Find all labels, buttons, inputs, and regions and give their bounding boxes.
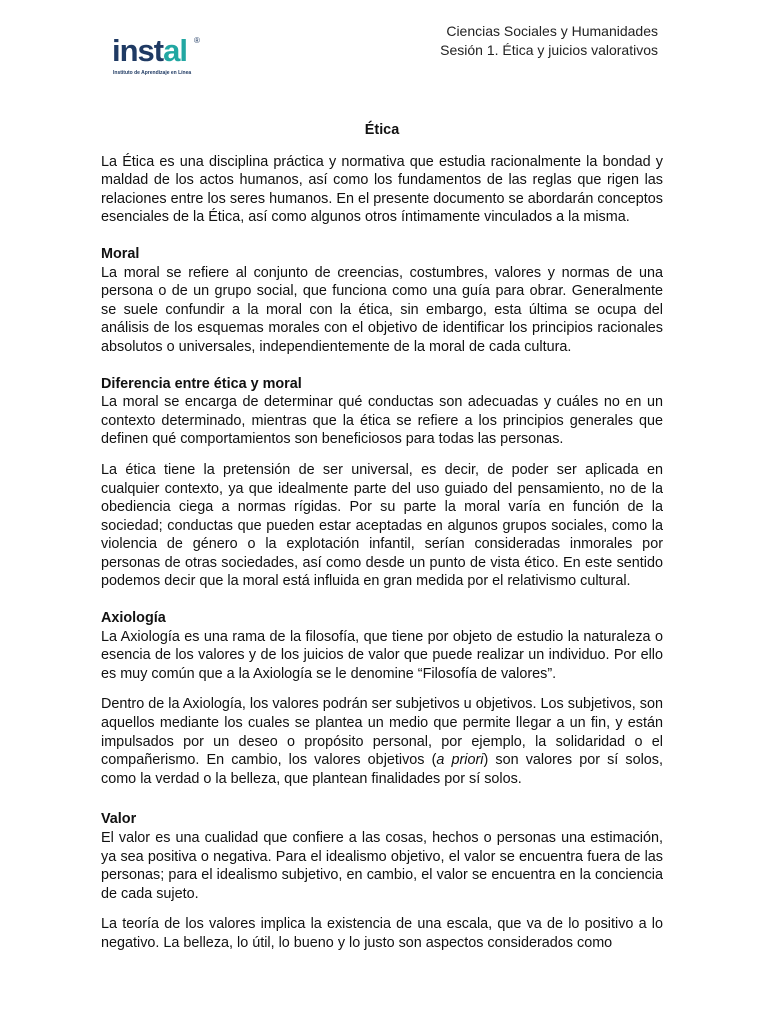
logo-word-accent: al — [163, 33, 187, 68]
axiologia-p2-text-2: ) son valores por sí solos, como la verdad o la belleza, que plantean finalidades por sí solos. — [101, 752, 664, 787]
heading-valor: Valor — [101, 811, 137, 828]
heading-moral: Moral — [101, 245, 140, 262]
axiologia-p2-text-1: Dentro de la Axiología, los valores podrán ser subjetivos u objetivos. Los subjetivos, son aquellos mediante los cuales se plantea un medio que permite llegar a un fin, y están impulsados por un deseo o propósito personal, por ejemplo, la solidaridad o el compañerismo. En cambio, los valores objetivos ( — [101, 696, 663, 769]
intro-paragraph: La Ética es una disciplina práctica y normativa que estudia racionalmente la bondad y maldad de los actos humanos, así como los fundamentos de las reglas que rigen las relaciones entre los seres humanos. En el presente documento se abordarán conceptos esenciales de la Ética, así como algunos otros íntimamente vinculados a la misma. — [101, 153, 663, 226]
axiologia-paragraph-1: La Axiología es una rama de la filosofía, que tiene por objeto de estudio la naturaleza o esencia de los valores y de los juicios de valor que puede realizar un individuo. Por ello es muy común que a la Axiología se le denomine “Filosofía de valores”. — [101, 628, 663, 682]
course-name: Ciencias Sociales y Humanidades — [446, 23, 658, 39]
diferencia-paragraph-1: La moral se encarga de determinar qué conductas son adecuadas y cuáles no en un contexto determinado, mientras que la ética se refiere a los principios generales que definen qué comportamientos son beneficiosos para todas las personas. — [101, 394, 663, 448]
valor-paragraph-1: El valor es una cualidad que confiere a las cosas, hechos o personas una estimación, ya sea positiva o negativa. Para el idealismo objetivo, el valor se encuentra fuera de las personas; para el idealismo subjetivo, en cambio, el valor se encuentra en la conciencia de cada sujeto. — [101, 830, 663, 902]
document-header — [440, 22, 658, 60]
document-title: Ética — [364, 122, 400, 138]
axiologia-p2-italic: a priori — [436, 752, 484, 769]
logo-tagline: Instituto de Aprendizaje en Línea — [113, 70, 192, 76]
logo-wordmark — [112, 34, 187, 68]
valor-paragraph-2: La teoría de los valores implica la existencia de una escala, que va de lo positivo a lo negativo. La belleza, lo útil, lo bueno y lo justo son aspectos considerados como — [101, 916, 663, 951]
heading-axiologia: Axiología — [101, 610, 166, 627]
session-name: Sesión 1. Ética y juicios valorativos — [440, 42, 658, 58]
instal-logo — [112, 34, 222, 80]
registered-mark: ® — [194, 36, 200, 45]
document-body — [101, 121, 663, 953]
axiologia-paragraph-2 — [101, 695, 663, 788]
logo-word-main: inst — [112, 33, 164, 68]
diferencia-paragraph-2: La ética tiene la pretensión de ser universal, es decir, de poder ser aplicada en cualquier contexto, ya que idealmente parte del uso guiado del pensamiento, no de la obediencia ciega a normas rígidas. Por su parte la moral varía en función de la sociedad; conductas que pueden estar aceptadas en algunos grupos sociales, como la violencia de género o la explotación infantil, serían consideradas inmorales por personas de otras sociedades, así como desde un punto de vista ético. En este sentido podemos decir que la moral está influida en gran medida por el relativismo cultural. — [101, 461, 663, 590]
heading-diferencia: Diferencia entre ética y moral — [101, 375, 302, 392]
moral-paragraph: La moral se refiere al conjunto de creencias, costumbres, valores y normas de una persona o de un grupo social, que funciona como una guía para obrar. Generalmente se suele confundir a la moral con la ética, sin embargo, esta última se ocupa del análisis de los esquemas morales con el objetivo de identificar los principios racionales absolutos o universales, independientemente de la moral de cada cultura. — [101, 264, 663, 355]
